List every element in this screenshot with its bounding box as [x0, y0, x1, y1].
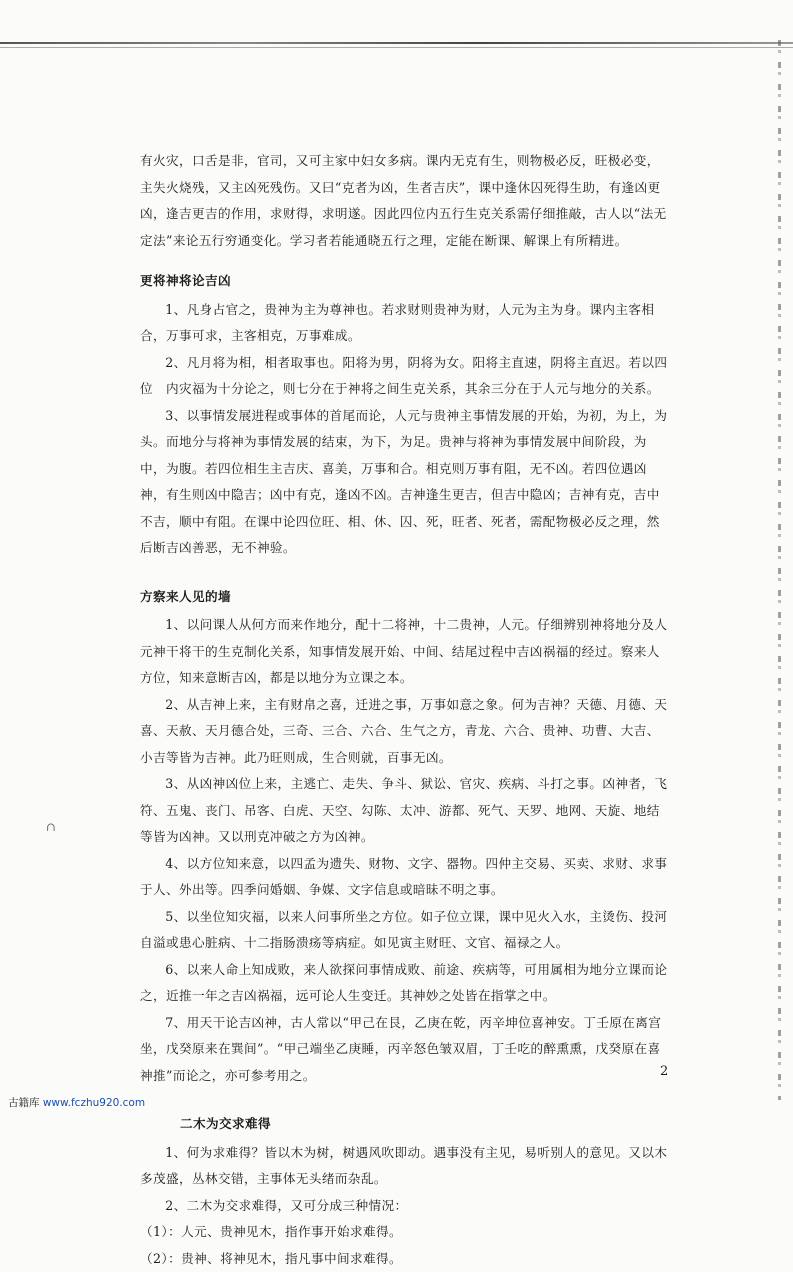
section-heading-1: 更将神将论吉凶 — [140, 268, 670, 295]
section1-item-2: 2、凡月将为相，相者取事也。阳将为男，阴将为女。阳将主直速，阴将主直迟。若以四位 内灾福为十分论之，则七分在于神将之间生克关系，其余三分在于人元与地分的关系。 — [140, 350, 670, 403]
section3-item-3: （1）：人元、贵神见木，指作事开始求难得。 — [140, 1219, 670, 1246]
section2-item-5: 5、以坐位知灾福，以来人问事所坐之方位。如子位立课，课中见火入水，主烫伤、投河自溢或患心脏病、十二指肠溃疡等病症。如见寅主财旺、文官、福禄之人。 — [140, 904, 670, 957]
section1-item-3: 3、以事情发展进程或事体的首尾而论，人元与贵神主事情发展的开始，为初，为上，为头。而地分与将神为事情发展的结束，为下，为足。贵神与将神为事情发展中间阶段，为中，为腹。若四位相生主吉庆、喜美，万事和合。相克则万事有阻，无不凶。若四位遇凶神，有生则凶中隐吉；凶中有克，逢凶不凶。吉神逢生更吉，但吉中隐凶；吉神有克，吉中不吉，顺中有阻。在课中论四位旺、相、休、囚、死，旺者、死者，需配物极必反之理，然后断吉凶善恶，无不神验。 — [140, 403, 670, 562]
page-body — [140, 148, 670, 1272]
paragraph-intro: 有火灾，口舌是非，官司，又可主家中妇女多病。课内无克有生，则物极必反，旺极必变，主失火烧残，又主凶死残伤。又曰“克者为凶，生者吉庆”，课中逢休囚死得生助，有逢凶更凶，逢吉更吉的作用，求财得，求明遂。因此四位内五行生克关系需仔细推敲，古人以“法无定法”来论五行穷通变化。学习者若能通晓五行之理，定能在断课、解课上有所精进。 — [140, 148, 670, 254]
section2-item-2: 2、从吉神上来，主有财帛之喜，迁进之事，万事如意之象。何为吉神？天德、月德、天喜、天赦、天月德合处，三奇、三合、六合、生气之方，青龙、六合、贵神、功曹、大吉、小吉等皆为吉神。此乃旺则成，生合则就，百事无凶。 — [140, 692, 670, 772]
footer-url[interactable]: www.fczhu920.com — [43, 1097, 145, 1109]
section1-item-1: 1、凡身占官之，贵神为主为尊神也。若求财则贵神为财，人元为主为身。课内主客相合，万事可求，主客相克，万事难成。 — [140, 297, 670, 350]
section-heading-2: 方察来人见的墙 — [140, 584, 670, 611]
section2-item-7: 7、用天干论吉凶神，古人常以“甲己在艮，乙庚在乾，丙辛坤位喜神安。丁壬原在离宫坐，戊癸原来在巽间”。“甲己端坐乙庚睡，丙辛怒色皱双眉，丁壬吃的醉熏熏，戊癸原在喜神推”而论之，亦可参考用之。 — [140, 1010, 670, 1090]
margin-mark: ∩ — [46, 820, 56, 834]
section2-item-6: 6、以来人命上知成败，来人欲探问事情成败、前途、疾病等，可用属相为地分立课而论之，近推一年之吉凶祸福，远可论人生变迁。其神妙之处皆在指掌之中。 — [140, 957, 670, 1010]
page-number: 2 — [660, 1064, 668, 1079]
section3-item-1: 1、何为求难得？皆以木为树，树遇风吹即动。遇事没有主见，易听别人的意见。又以木多茂盛，丛林交错，主事体无头绪而杂乱。 — [140, 1140, 670, 1193]
footer-watermark — [8, 1095, 145, 1110]
section3-item-2: 2、二木为交求难得，又可分成三种情况： — [140, 1193, 670, 1220]
section3-item-4: （2）：贵神、将神见木，指凡事中间求难得。 — [140, 1246, 670, 1272]
section-heading-3: 二木为交求难得 — [180, 1111, 670, 1138]
section2-item-1: 1、以问课人从何方而来作地分，配十二将神，十二贵神，人元。仔细辨别神将地分及人元神干将干的生克制化关系，知事情发展开始、中间、结尾过程中吉凶祸福的经过。察来人方位，知来意断吉凶，都是以地分为立课之本。 — [140, 612, 670, 692]
scan-top-rule — [0, 42, 793, 44]
scan-right-edge — [778, 40, 781, 1100]
scan-top-rule-thin — [0, 47, 793, 48]
section2-item-4: 4、以方位知来意，以四孟为遗失、财物、文字、器物。四仲主交易、买卖、求财、求事于人、外出等。四季问婚姻、争媒、文字信息或暗昧不明之事。 — [140, 851, 670, 904]
section2-item-3: 3、从凶神凶位上来，主逃亡、走失、争斗、狱讼、官灾、疾病、斗打之事。凶神者，飞符、五鬼、丧门、吊客、白虎、天空、勾陈、太冲、游都、死气、天罗、地网、天旋、地结等皆为凶神。又以刑克冲破之方为凶神。 — [140, 771, 670, 851]
footer-site-name: 古籍库 — [8, 1097, 40, 1109]
